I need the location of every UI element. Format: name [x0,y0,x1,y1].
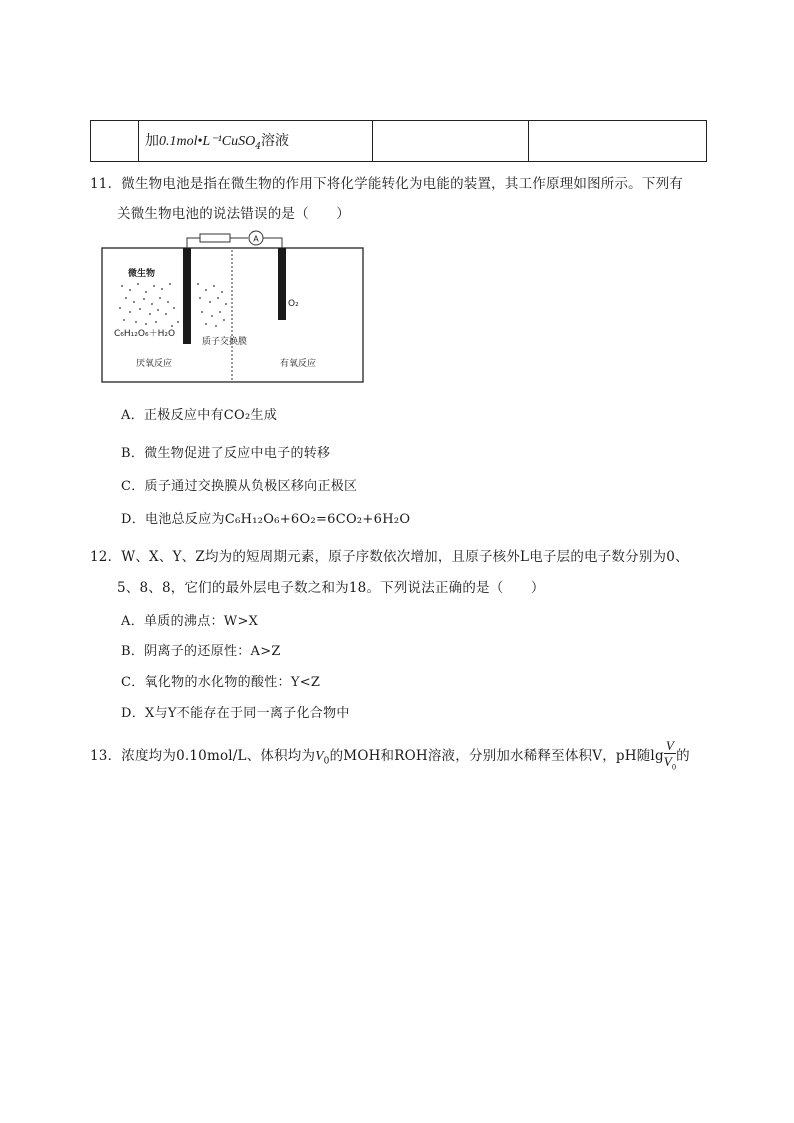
cell-prefix: 加 [145,133,159,150]
q12-line2: 5、8、8，它们的最外层电子数之和为18。下列说法正确的是（ ） [117,580,545,596]
table-row [91,121,707,162]
cell-suffix: 溶液 [260,133,289,150]
resistor [200,234,230,242]
fraction-numerator: V [664,738,676,754]
q13-v0: V [315,747,324,763]
label-o2: O₂ [288,299,299,309]
q12-option-d[interactable] [121,702,350,721]
option-text: 电池总反应为C₆H₁₂O₆+6O₂=6CO₂+6H₂O [145,512,411,527]
q12-text-1: W、X、Y、Z均为的短周期元素，原子序数依次增加，且原子核外L电子层的电子数分别为0、 [121,549,689,565]
option-text: X与Y不能存在于同一离子化合物中 [145,706,350,721]
label-aerobic: 有氧反应 [280,359,317,369]
q13-text-c: 的 [676,747,690,764]
q11-text-1: 微生物电池是指在微生物的作用下将化学能转化为电能的装置，其工作原理如图所示。下列有 [121,176,683,192]
q13-text-b: 的MOH和ROH溶液，分别加水稀释至体积V，pH随lg [329,747,664,764]
q12-option-c[interactable] [121,671,320,690]
option-key: B． [121,644,145,659]
option-key: A． [121,614,144,629]
option-text: 氧化物的水化物的酸性：Y<Z [144,675,321,690]
microbial-cell-diagram [98,226,368,386]
q13-text-a: 浓度均为0.10mol/L、体积均为 [121,747,316,764]
fraction-den-sub: 0 [671,762,677,772]
option-text: 单质的沸点：W>X [144,614,259,629]
cell-formula: 0.1mol•L⁻¹CuSO [159,134,256,150]
option-text: 微生物促进了反应中电子的转移 [144,446,331,461]
q13-line1 [90,738,690,778]
q11-line1 [90,172,683,192]
table-cell [91,121,139,162]
fraction-denominator [664,754,676,775]
label-glucose: C₆H₁₂O₆＋H₂O [114,329,176,339]
q13-fraction [664,738,676,775]
option-key: A． [121,408,144,423]
q12-line1 [90,545,689,565]
option-key: C． [121,675,145,690]
label-microbe: 微生物 [128,269,156,279]
q12-number: 12． [90,549,122,565]
table-cell [139,121,373,162]
q12-option-b[interactable] [121,640,281,659]
option-text: 阴离子的还原性：A>Z [144,644,281,659]
option-key: D． [121,512,146,527]
cell-formula-sub: 4 [255,141,261,152]
q11-option-c[interactable] [121,475,357,494]
anode-electrode [183,248,191,344]
microbe-dots [119,283,227,327]
table-cell [529,121,707,162]
q11-number: 11． [90,176,122,192]
q11-option-a[interactable] [121,404,277,423]
q11-option-b[interactable] [121,442,330,461]
option-text: 正极反应中有CO₂生成 [144,408,278,423]
q12-option-a[interactable] [121,610,258,629]
q11-option-d[interactable] [121,508,410,527]
ammeter-label: A [253,234,259,244]
table-cell-text [139,133,289,152]
option-key: B． [121,446,145,461]
top-table [90,120,707,162]
q13-v0-sub: 0 [323,756,330,767]
q13-number: 13． [90,747,122,764]
label-membrane: 质子交换膜 [202,337,248,347]
q11-line2: 关微生物电池的说法错误的是（ ） [117,206,350,222]
fraction-den-letter: V [663,754,672,769]
option-key: D． [121,706,146,721]
option-key: C． [121,479,145,494]
cathode-electrode [278,248,286,320]
table-cell [373,121,529,162]
option-text: 质子通过交换膜从负极区移向正极区 [144,479,358,494]
label-anaerobic: 厌氧反应 [136,359,173,369]
